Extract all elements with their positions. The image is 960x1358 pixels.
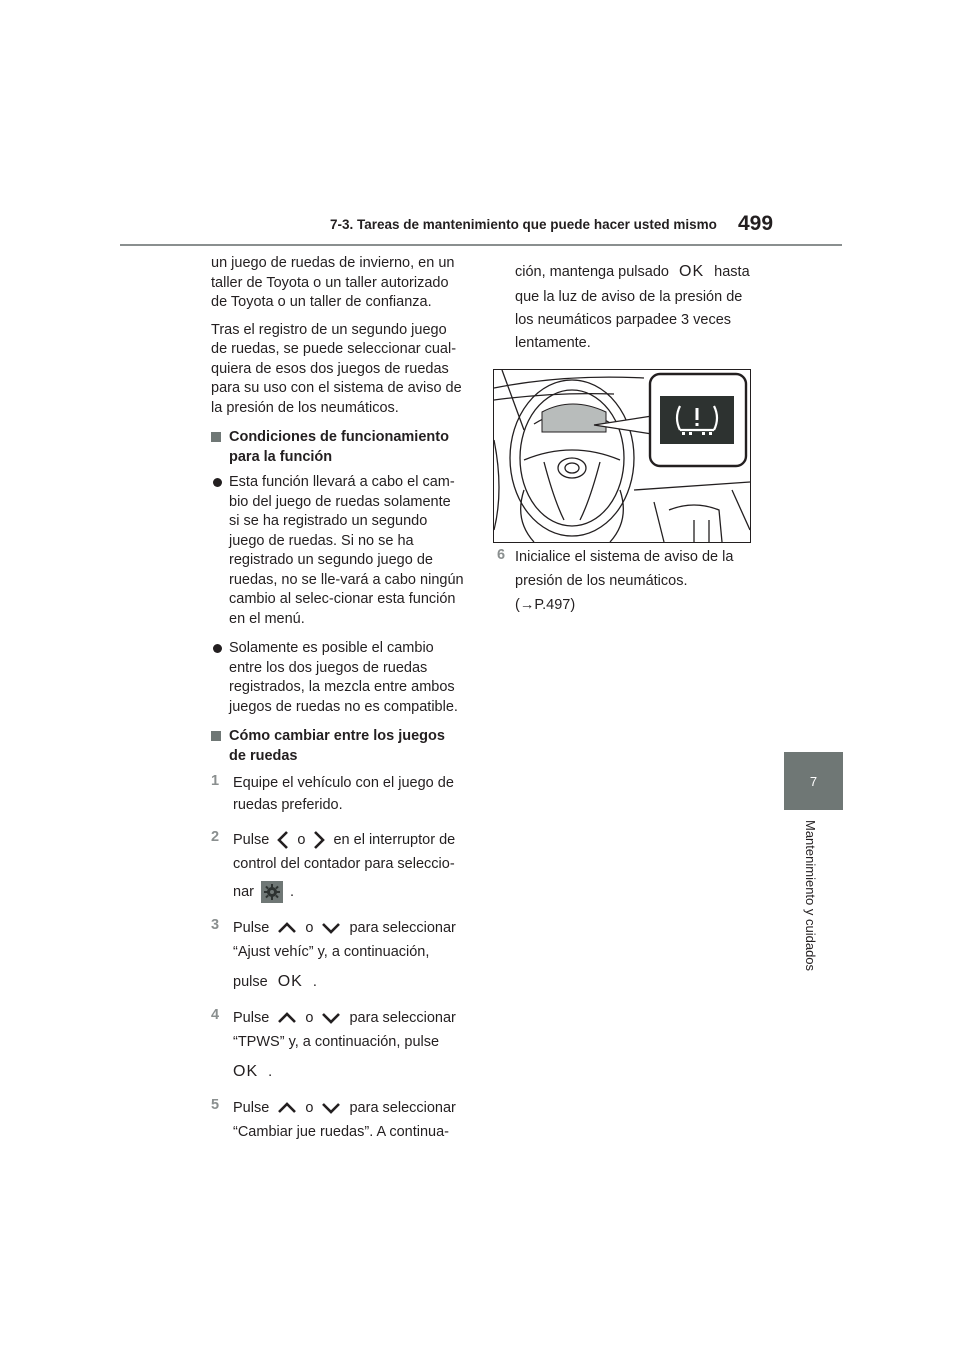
chevron-down-icon: [321, 1012, 341, 1024]
step-number: 3: [211, 917, 220, 933]
chapter-number: 7: [809, 773, 818, 789]
conditions-heading: Condiciones de funcionamiento para la función: [211, 428, 465, 467]
page-number: 499: [738, 212, 774, 235]
chapter-label: Mantenimiento y cuidados: [803, 820, 818, 972]
bullet-dot-icon: [213, 478, 222, 487]
header-rule: [120, 244, 842, 246]
ok-button-icon: OK: [679, 263, 705, 280]
step-6: 6 Inicialice el sistema de aviso de la presión de los neumáticos. (→P.497): [497, 546, 752, 628]
step-number: 1: [211, 773, 220, 789]
dashboard-illustration: [493, 369, 751, 543]
chevron-up-icon: [277, 1012, 297, 1024]
page-reference-link[interactable]: (→P.497): [515, 597, 576, 613]
step-4: 4 Pulse o para seleccionar “TPWS” y, a continuación, pulse OK .: [211, 1007, 456, 1080]
chevron-up-icon: [277, 1102, 297, 1114]
step-5: 5 Pulse o para seleccionar “Cambiar jue ruedas”. A continua-: [211, 1097, 456, 1140]
right-column: ción, mantenga pulsado OK hasta que la luz de aviso de la presión de los neumáticos parpadee 3 veces lentamente.: [515, 263, 750, 351]
ok-button-icon: OK: [277, 973, 303, 990]
square-bullet-icon: [211, 731, 221, 741]
step-number: 5: [211, 1097, 220, 1113]
bullet-item: Esta función llevará a cabo el cam-bio del juego de ruedas solamente si se ha registrado un segundo juego de ruedas. Si no se ha registrado un segundo juego de ruedas, no se lle-vará a cabo ningún cambio al selec-cionar esta función en el menú.: [211, 473, 465, 629]
step-number: 2: [211, 829, 220, 845]
chevron-up-icon: [277, 922, 297, 934]
step-number: 4: [211, 1007, 220, 1023]
steering-wheel-drawing: [494, 370, 750, 542]
chevron-right-icon: [313, 830, 325, 850]
chapter-tab[interactable]: [784, 752, 843, 810]
bullet-dot-icon: [213, 644, 222, 653]
chevron-left-icon: [277, 830, 289, 850]
chevron-down-icon: [321, 922, 341, 934]
bullet-item: Solamente es posible el cambio entre los dos juegos de ruedas registrados, la mezcla entre ambos juegos de ruedas no es compatible.: [211, 639, 465, 717]
ok-button-icon: OK: [233, 1063, 259, 1080]
howto-heading: Cómo cambiar entre los juegos de ruedas: [211, 727, 465, 766]
step-3: 3 Pulse o para seleccionar “Ajust vehíc” y, a continuación, pulse OK .: [211, 917, 456, 990]
left-column: [211, 254, 465, 1156]
step-2: 2 Pulse o en el interruptor de control del contador para seleccio- nar .: [211, 828, 465, 904]
step-text: Equipe el vehículo con el juego de ruedas preferido.: [233, 775, 454, 813]
step-number: 6: [497, 547, 506, 563]
chevron-down-icon: [321, 1102, 341, 1114]
section-title: 7-3. Tareas de mantenimiento que puede hacer usted mismo: [330, 217, 717, 232]
step-1: [211, 772, 465, 816]
square-bullet-icon: [211, 432, 221, 442]
intro-paragraph: un juego de ruedas de invierno, en un taller de Toyota o un taller autorizado de Toyota o un taller de confianza.: [211, 255, 455, 310]
gear-icon: [261, 881, 283, 903]
second-paragraph: Tras el registro de un segundo juego de ruedas, se puede seleccionar cual-quiera de esos dos juegos de ruedas para su uso con el sistema de aviso de la presión de los neumáticos.: [211, 321, 462, 416]
